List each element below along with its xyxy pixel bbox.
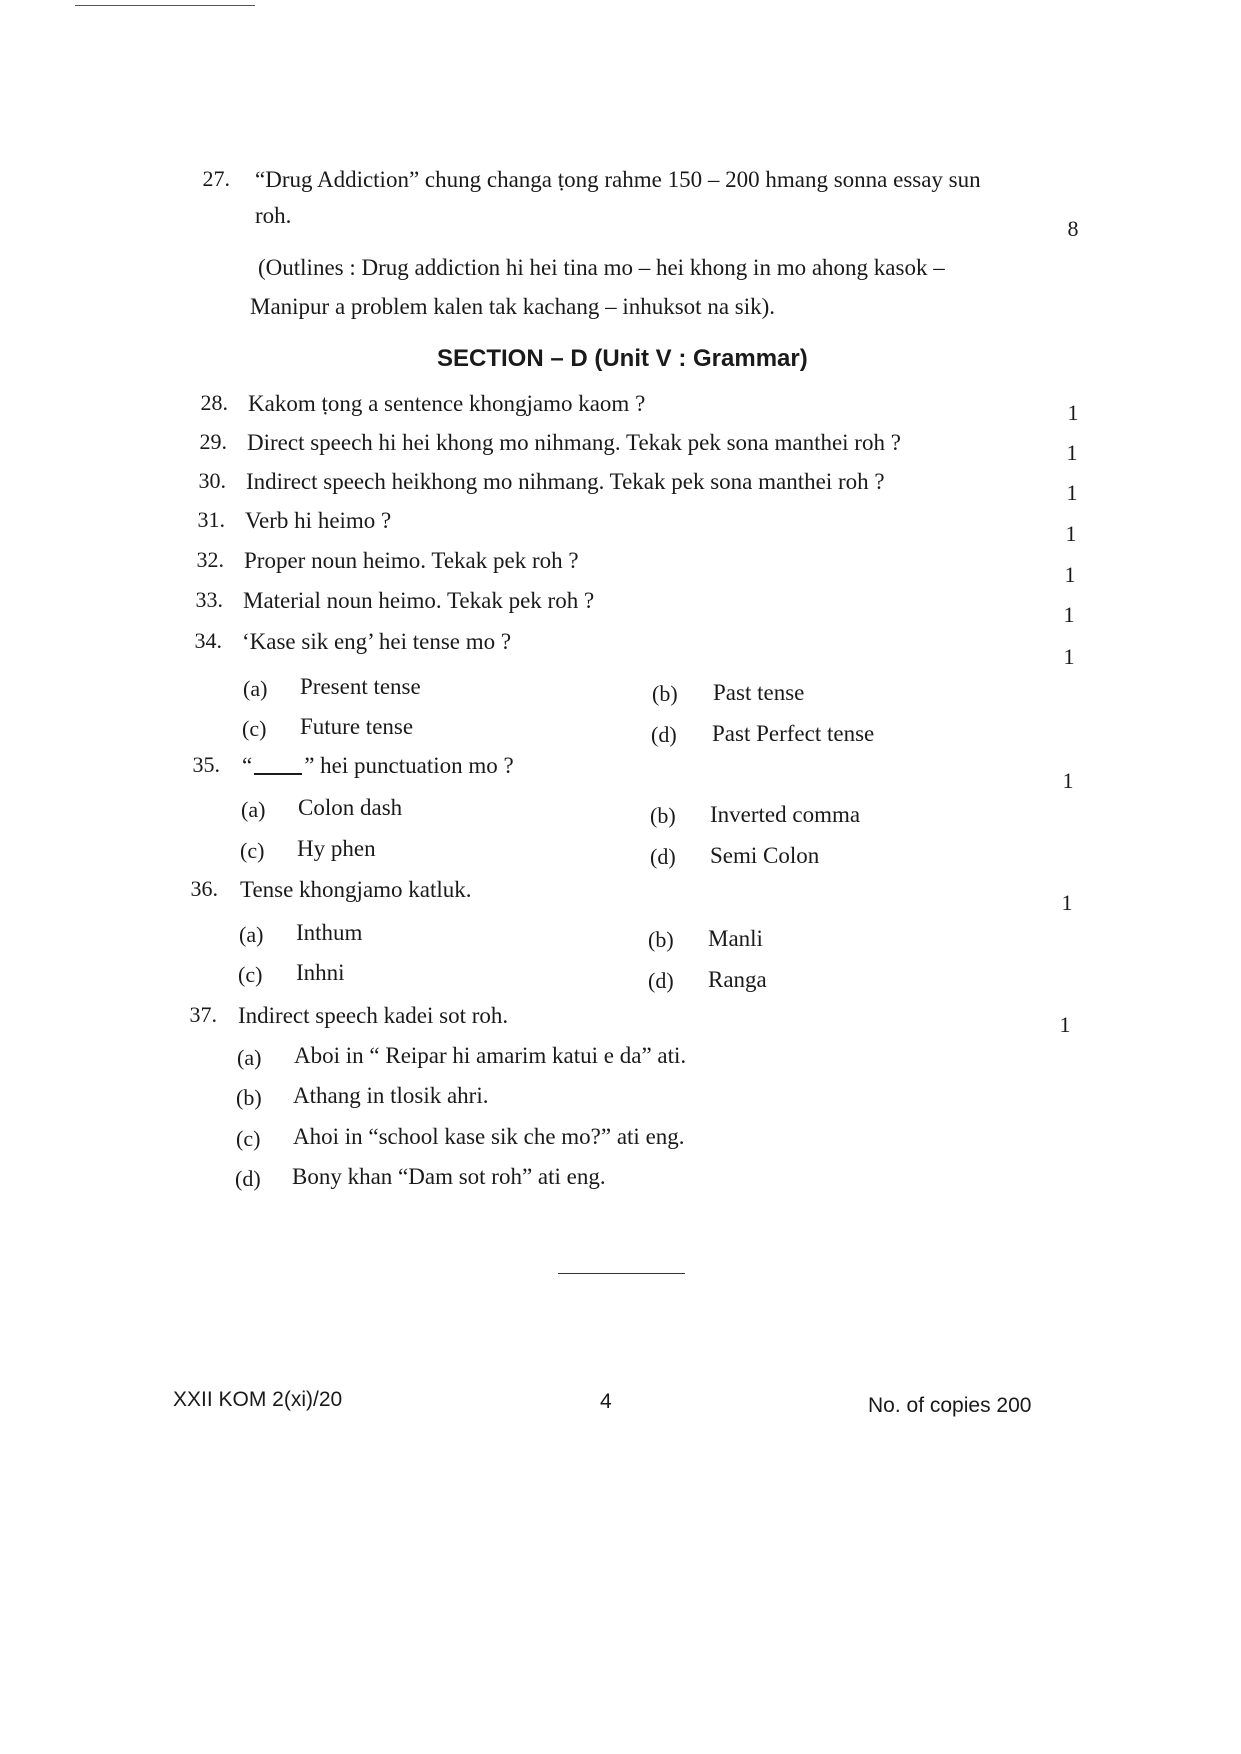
option-text: Ranga [708, 967, 767, 992]
answer-blank [254, 773, 302, 775]
option-label: (c) [240, 838, 265, 863]
question-33-marks: 1 [1063, 602, 1075, 627]
question-27-number: 27. [202, 166, 230, 191]
option-text: Present tense [300, 674, 421, 699]
footer-page-number: 4 [600, 1390, 612, 1413]
option-label: (b) [650, 803, 676, 828]
question-36-marks: 1 [1061, 890, 1073, 915]
end-rule [558, 1273, 685, 1274]
question-30-text: Indirect speech heikhong mo nihmang. Tekak pek sona manthei roh ? [246, 469, 885, 494]
question-31-text: Verb hi heimo ? [245, 508, 392, 533]
option-label: (a) [241, 797, 266, 822]
question-35-text: “ ” hei punctuation mo ? [242, 753, 514, 778]
option-text: Inthum [296, 920, 363, 945]
option-label: (a) [243, 676, 268, 701]
question-34-text: ‘Kase sik eng’ hei tense mo ? [242, 629, 512, 654]
question-27-outline-line2: Manipur a problem kalen tak kachang – inhuksot na sik). [250, 294, 776, 319]
question-30-marks: 1 [1066, 480, 1078, 505]
question-28-number: 28. [200, 390, 228, 415]
option-label: (d) [648, 968, 674, 993]
option-label: (d) [235, 1166, 261, 1191]
option-label: (c) [236, 1126, 261, 1151]
option-label: (b) [652, 681, 678, 706]
top-rule [75, 5, 255, 6]
option-label: (a) [239, 922, 264, 947]
question-36-text: Tense khongjamo katluk. [240, 877, 472, 902]
question-32-marks: 1 [1064, 562, 1076, 587]
option-text: Athang in tlosik ahri. [293, 1083, 489, 1108]
question-29-marks: 1 [1066, 440, 1078, 465]
option-text: Bony khan “Dam sot roh” ati eng. [292, 1164, 606, 1189]
question-34-marks: 1 [1063, 644, 1075, 669]
question-37-marks: 1 [1059, 1012, 1071, 1037]
option-label: (d) [651, 722, 677, 747]
question-33-number: 33. [195, 587, 223, 612]
question-32-text: Proper noun heimo. Tekak pek roh ? [244, 548, 579, 573]
footer-copies: No. of copies 200 [868, 1394, 1032, 1417]
option-label: (c) [238, 962, 263, 987]
option-label: (b) [648, 927, 674, 952]
option-text: Future tense [300, 714, 414, 739]
question-31-marks: 1 [1065, 521, 1077, 546]
option-text: Manli [708, 926, 763, 951]
question-27-line2: roh. [255, 203, 292, 228]
option-text: Aboi in “ Reipar hi amarim katui e da” ati. [294, 1043, 687, 1068]
question-35-marks: 1 [1062, 768, 1074, 793]
option-label: (c) [242, 716, 267, 741]
question-29-text: Direct speech hi hei khong mo nihmang. Tekak pek sona manthei roh ? [247, 430, 901, 455]
option-text: Ahoi in “school kase sik che mo?” ati eng. [293, 1124, 685, 1149]
section-d-heading: SECTION – D (Unit V : Grammar) [437, 345, 808, 372]
question-30-number: 30. [198, 468, 226, 493]
footer-paper-code: XXII KOM 2(xi)/20 [173, 1388, 343, 1411]
option-text: Past tense [713, 680, 805, 705]
question-34-number: 34. [194, 628, 222, 653]
question-28-marks: 1 [1067, 400, 1079, 425]
question-32-number: 32. [196, 547, 224, 572]
question-27-line1: “Drug Addiction” chung changa ṭong rahme 150 – 200 hmang sonna essay sun [255, 167, 981, 192]
question-28-text: Kakom ṭong a sentence khongjamo kaom ? [248, 391, 646, 416]
option-text: Past Perfect tense [712, 721, 875, 746]
option-label: (d) [650, 844, 676, 869]
question-27-outline-line1: (Outlines : Drug addiction hi hei tina mo – hei khong in mo ahong kasok – [258, 255, 945, 280]
option-text: Inhni [296, 960, 345, 985]
question-36-number: 36. [190, 876, 218, 901]
option-label: (a) [237, 1045, 262, 1070]
question-37-number: 37. [189, 1002, 217, 1027]
question-35-number: 35. [192, 752, 220, 777]
option-text: Inverted comma [710, 802, 861, 827]
question-31-number: 31. [197, 507, 225, 532]
question-37-text: Indirect speech kadei sot roh. [238, 1003, 509, 1028]
question-33-text: Material noun heimo. Tekak pek roh ? [243, 588, 595, 613]
question-29-number: 29. [199, 429, 227, 454]
question-27-marks: 8 [1067, 216, 1079, 241]
option-text: Semi Colon [710, 843, 820, 868]
option-text: Hy phen [297, 836, 376, 861]
option-text: Colon dash [298, 795, 403, 820]
option-label: (b) [236, 1085, 262, 1110]
